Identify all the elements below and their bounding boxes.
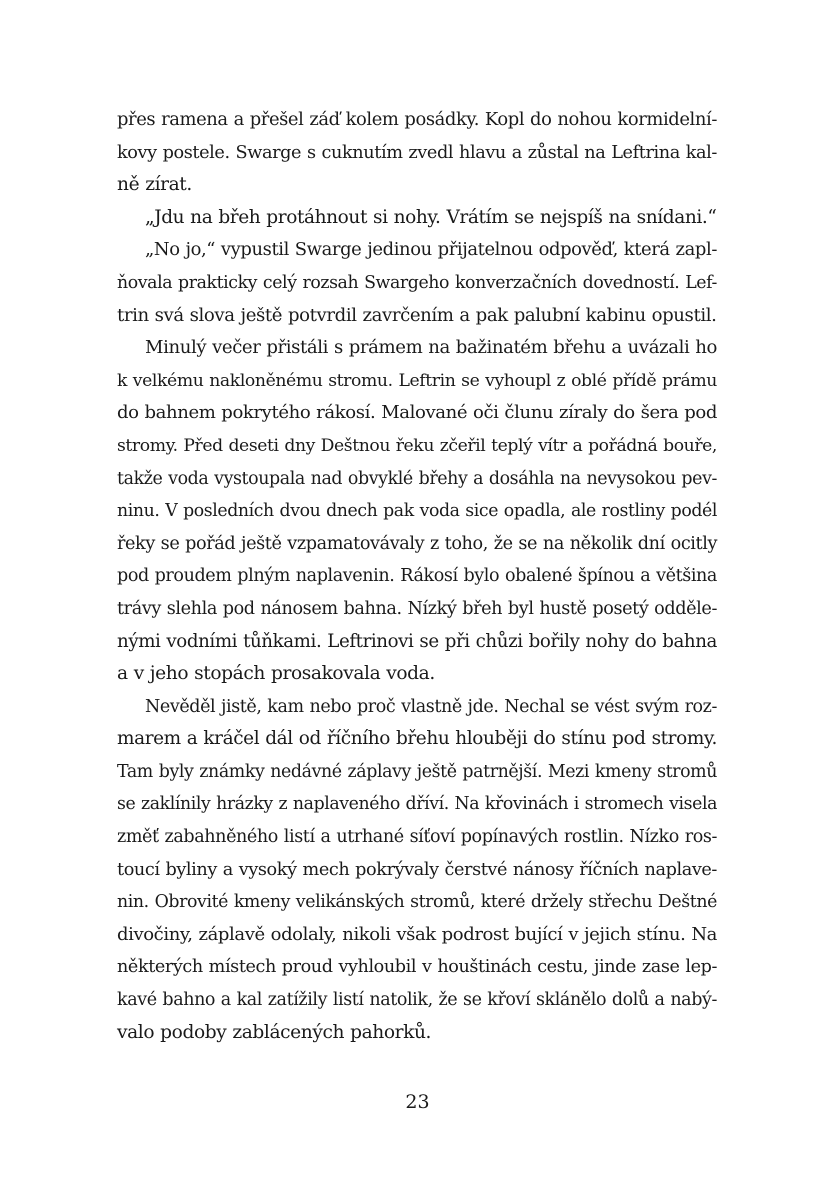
text-line: nin. Obrovité kmeny velikánských stromů, které držely střechu Deštné (117, 892, 717, 913)
text-line: k velkému nakloněnému stromu. Leftrin se vyhoupl z oblé přídě prámu (117, 370, 717, 391)
text-line: pod proudem plným naplavenin. Rákosí bylo obalené špínou a většina (117, 566, 717, 587)
text-line: kavé bahno a kal zatížily listí natolik, že se křoví sklánělo dolů a nabý- (117, 990, 717, 1011)
text-line: stromy. Před deseti dny Deštnou řeku zčeřil teplý vítr a pořádná bouře, (117, 435, 717, 456)
text-line: ňovala prakticky celý rozsah Swargeho konverzačních dovedností. Lef- (117, 272, 717, 293)
body-text (117, 104, 717, 1049)
text-line: trávy slehla pod nánosem bahna. Nízký břeh byl hustě posetý odděle- (117, 598, 717, 619)
text-line: Nevěděl jistě, kam nebo proč vlastně jde. Nechal se vést svým roz- (145, 696, 717, 717)
text-line: valo podoby zablácených pahorků. (117, 1021, 432, 1043)
text-line: řeky se pořád ještě vzpamatovávaly z toho, že se na několik dní ocitly (117, 533, 717, 554)
text-line: přes ramena a přešel záď kolem posádky. Kopl do nohou kormidelní- (117, 109, 717, 130)
text-line: divočiny, záplavě odolaly, nikoli však podrost bující v jejich stínu. Na (117, 923, 717, 945)
text-line: a v jeho stopách prosakovala voda. (117, 663, 435, 685)
text-line: marem a kráčel dál od říčního břehu hlouběji do stínu pod stromy. (117, 728, 717, 750)
text-line: nými vodními tůňkami. Leftrinovi se při chůzi bořily nohy do bahna (117, 630, 717, 652)
text-line: Tam byly známky nedávné záplavy ještě patrnější. Mezi kmeny stromů (117, 761, 717, 782)
text-line: ninu. V posledních dvou dnech pak voda sice opadla, ale rostliny podél (117, 501, 717, 522)
text-line: některých místech proud vyhloubil v houštinách cestu, jinde zase lep- (117, 957, 717, 978)
text-line: se zaklínily hrázky z naplaveného dříví. Na křovinách i stromech visela (117, 794, 717, 815)
page-number: 23 (405, 1091, 430, 1113)
text-line: Minulý večer přistáli s prámem na bažinatém břehu a uvázali ho (145, 337, 717, 359)
text-line: změť zabahněného listí a utrhané síťoví popínavých rostlin. Nízko ros- (117, 827, 717, 848)
text-line: „Jdu na břeh protáhnout si nohy. Vrátím se nejspíš na snídani.“ (145, 206, 717, 228)
text-line: takže voda vystoupala nad obvyklé břehy a dosáhla na nevysokou pev- (117, 468, 717, 489)
text-line: do bahnem pokrytého rákosí. Malované oči člunu zíraly do šera pod (117, 402, 717, 424)
text-line: kovy postele. Swarge s cuknutím zvedl hlavu a zůstal na Leftrina kal- (117, 142, 717, 163)
text-line: toucí byliny a vysoký mech pokrývaly čerstvé nánosy říčních naplave- (117, 859, 717, 880)
text-line: ně zírat. (117, 174, 192, 196)
text-line: „No jo,“ vypustil Swarge jedinou přijatelnou odpověď, která zapl- (145, 239, 717, 261)
text-line: trin svá slova ještě potvrdil zavrčením a pak palubní kabinu opustil. (117, 304, 717, 326)
